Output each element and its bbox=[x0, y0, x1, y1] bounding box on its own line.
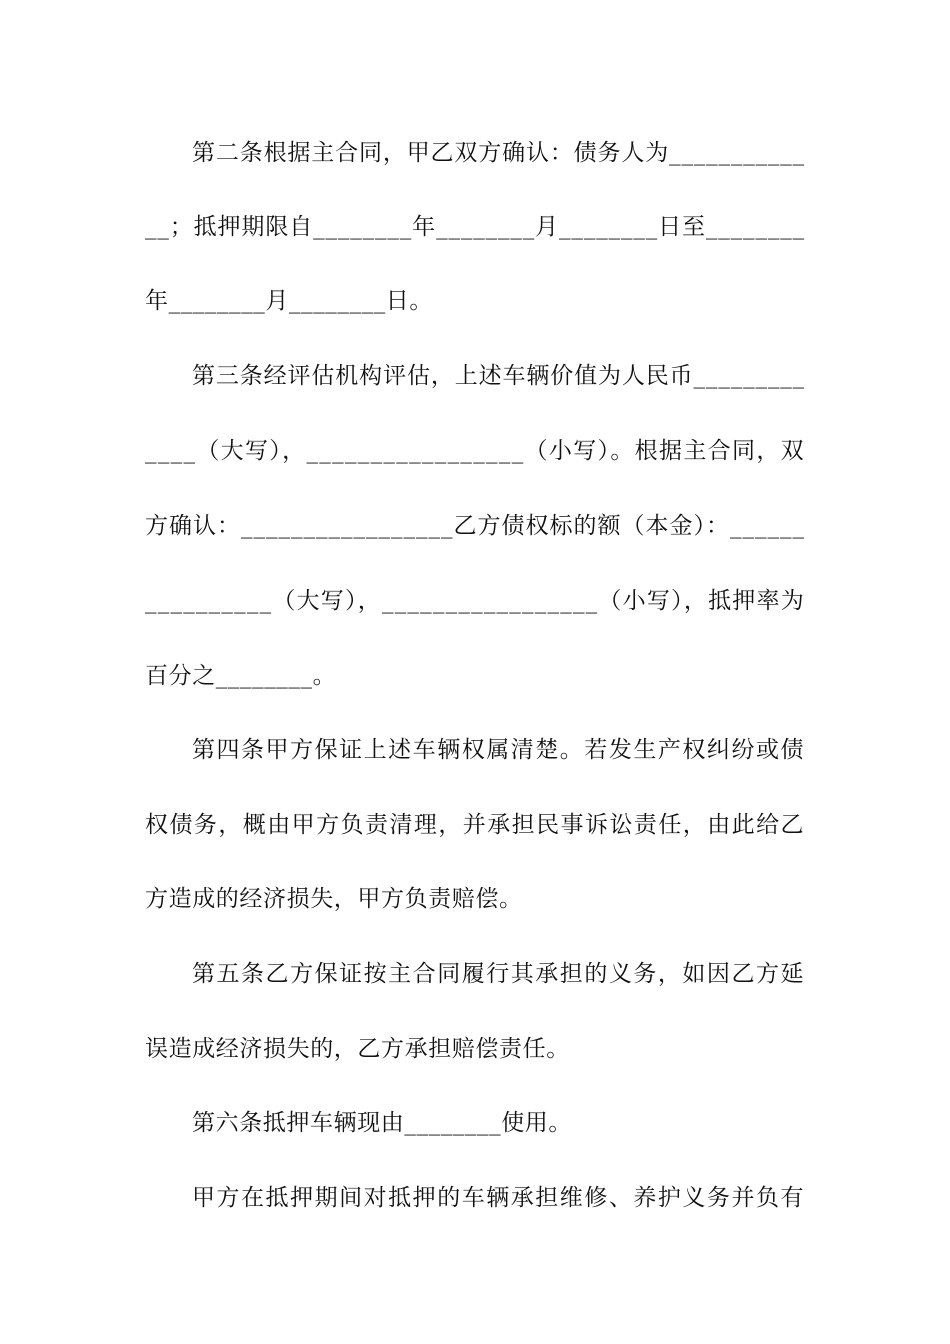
line-text: ____（大写），_________________（小写）。根据主合同，双 bbox=[145, 438, 805, 464]
text-line bbox=[0, 884, 950, 914]
line-text: 权债务，概由甲方负责清理，并承担民事诉讼责任，由此给乙 bbox=[145, 812, 805, 838]
text-line bbox=[0, 1034, 950, 1064]
line-text: 第四条甲方保证上述车辆权属清楚。若发生产权纠纷或债 bbox=[192, 737, 805, 763]
text-line bbox=[0, 586, 950, 616]
line-text: 方确认：_________________乙方债权标的额（本金）：______ bbox=[145, 513, 805, 539]
text-line bbox=[0, 959, 950, 989]
text-line bbox=[0, 511, 950, 541]
line-text: 误造成经济损失的，乙方承担赔偿责任。 bbox=[145, 1036, 570, 1062]
line-text: 第二条根据主合同，甲乙双方确认：债务人为___________ bbox=[192, 140, 805, 166]
text-line bbox=[0, 436, 950, 466]
line-text: __；抵押期限自________年________月________日至________ bbox=[145, 214, 805, 240]
text-line bbox=[0, 1108, 950, 1138]
line-text: 百分之________。 bbox=[145, 663, 337, 689]
text-line bbox=[0, 361, 950, 391]
text-line bbox=[0, 212, 950, 242]
line-text: 第六条抵押车辆现由________使用。 bbox=[192, 1110, 572, 1136]
text-line bbox=[0, 735, 950, 765]
line-text: 甲方在抵押期间对抵押的车辆承担维修、养护义务并负有 bbox=[192, 1185, 805, 1211]
text-line bbox=[0, 810, 950, 840]
text-line bbox=[0, 138, 950, 168]
line-text: 第五条乙方保证按主合同履行其承担的义务，如因乙方延 bbox=[192, 961, 805, 987]
text-line bbox=[0, 661, 950, 691]
line-text: 年________月________日。 bbox=[145, 288, 433, 314]
line-text: __________（大写），_________________（小写），抵押率为 bbox=[145, 588, 805, 614]
line-text: 方造成的经济损失，甲方负责赔偿。 bbox=[145, 886, 523, 912]
text-line bbox=[0, 286, 950, 316]
text-line bbox=[0, 1183, 950, 1213]
line-text: 第三条经评估机构评估，上述车辆价值为人民币_________ bbox=[192, 363, 805, 389]
